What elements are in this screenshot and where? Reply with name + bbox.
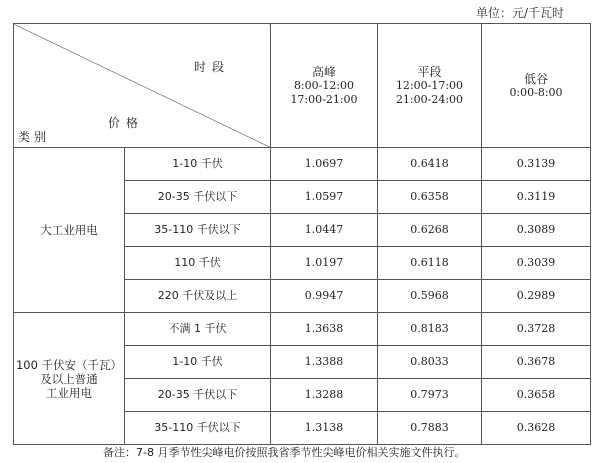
flat-price-cell: 0.5968 [378, 280, 482, 313]
category-label: 类别 [18, 130, 51, 144]
valley-price-cell: 0.2989 [482, 280, 591, 313]
category-line: 工业用电 [46, 385, 92, 400]
voltage-cell: 110 千伏 [125, 247, 271, 280]
period-header-peak [271, 24, 378, 148]
header-row [14, 24, 591, 148]
footnote: 备注：7-8 月季节性尖峰电价按照我省季节性尖峰电价相关实施文件执行。 [103, 446, 466, 459]
period-range: 21:00-24:00 [395, 92, 464, 106]
voltage-cell: 220 千伏及以上 [125, 280, 271, 313]
price-label: 价格 [108, 116, 145, 130]
peak-price-cell: 1.3138 [271, 412, 378, 445]
voltage-cell: 1-10 千伏 [125, 148, 271, 181]
valley-price-cell: 0.3119 [482, 181, 591, 214]
category-cell [14, 313, 125, 445]
voltage-cell: 35-110 千伏以下 [125, 214, 271, 247]
peak-price-cell: 0.9947 [271, 280, 378, 313]
period-header-flat [378, 24, 482, 148]
valley-price-cell: 0.3139 [482, 148, 591, 181]
peak-price-cell: 1.0197 [271, 247, 378, 280]
period-name: 平段 [417, 64, 442, 79]
peak-price-cell: 1.0697 [271, 148, 378, 181]
tariff-table [13, 23, 591, 445]
time-label: 时段 [194, 60, 231, 74]
peak-price-cell: 1.3388 [271, 346, 378, 379]
voltage-cell: 35-110 千伏以下 [125, 412, 271, 445]
period-name: 低谷 [523, 71, 548, 86]
category-line: 及以上普通 [40, 371, 98, 386]
valley-price-cell: 0.3089 [482, 214, 591, 247]
period-range: 8:00-12:00 [293, 78, 355, 92]
voltage-cell: 20-35 千伏以下 [125, 181, 271, 214]
valley-price-cell: 0.3039 [482, 247, 591, 280]
flat-price-cell: 0.7973 [378, 379, 482, 412]
table-row [14, 148, 591, 181]
period-header-valley [482, 24, 591, 148]
table-row [14, 313, 591, 346]
period-range: 17:00-21:00 [290, 92, 358, 106]
peak-price-cell: 1.0447 [271, 214, 378, 247]
valley-price-cell: 0.3628 [482, 412, 591, 445]
voltage-cell: 1-10 千伏 [125, 346, 271, 379]
flat-price-cell: 0.7883 [378, 412, 482, 445]
valley-price-cell: 0.3678 [482, 346, 591, 379]
voltage-cell: 不满 1 千伏 [125, 313, 271, 346]
flat-price-cell: 0.6268 [378, 214, 482, 247]
flat-price-cell: 0.6418 [378, 148, 482, 181]
period-name: 高峰 [311, 64, 336, 79]
corner-header [14, 24, 271, 148]
period-range: 0:00-8:00 [509, 85, 563, 99]
flat-price-cell: 0.8033 [378, 346, 482, 379]
flat-price-cell: 0.6118 [378, 247, 482, 280]
valley-price-cell: 0.3728 [482, 313, 591, 346]
peak-price-cell: 1.0597 [271, 181, 378, 214]
period-range: 12:00-17:00 [395, 78, 464, 92]
voltage-cell: 20-35 千伏以下 [125, 379, 271, 412]
category-line: 100 千伏安（千瓦） [15, 357, 123, 372]
category-cell: 大工业用电 [14, 148, 125, 313]
valley-price-cell: 0.3658 [482, 379, 591, 412]
flat-price-cell: 0.6358 [378, 181, 482, 214]
flat-price-cell: 0.8183 [378, 313, 482, 346]
peak-price-cell: 1.3638 [271, 313, 378, 346]
unit-label: 单位：元/千瓦时 [475, 6, 564, 20]
peak-price-cell: 1.3288 [271, 379, 378, 412]
